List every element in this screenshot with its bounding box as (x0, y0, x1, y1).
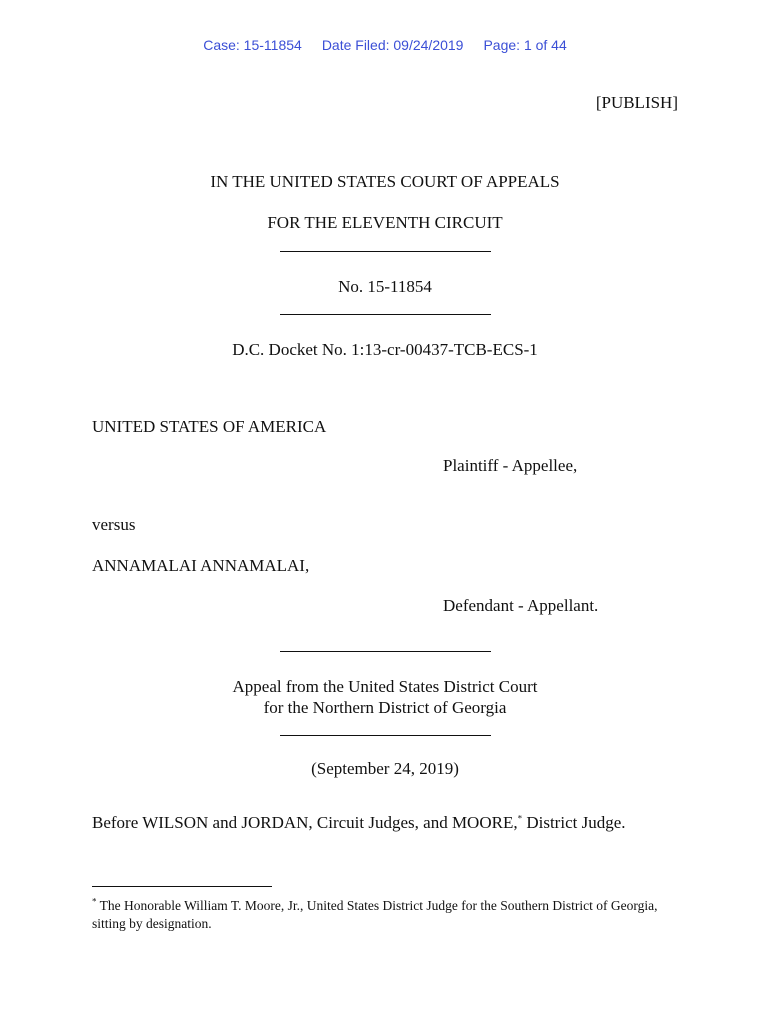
plaintiff-name: UNITED STATES OF AMERICA (92, 417, 327, 436)
panel-text-end: District Judge. (522, 813, 626, 832)
panel-line (92, 813, 626, 833)
divider (280, 251, 491, 252)
versus-label: versus (92, 515, 136, 534)
docket-number: D.C. Docket No. 1:13-cr-00437-TCB-ECS-1 (232, 340, 538, 359)
divider (280, 314, 491, 315)
footnote-divider (92, 886, 272, 887)
divider (280, 735, 491, 736)
divider (280, 651, 491, 652)
case-number: No. 15-11854 (338, 277, 432, 296)
panel-text: Before WILSON and JORDAN, Circuit Judges, and MOORE, (92, 813, 518, 832)
footnote-text: The Honorable William T. Moore, Jr., United States District Judge for the Southern District of Georgia, sitting by designation. (92, 898, 658, 931)
court-name: IN THE UNITED STATES COURT OF APPEALS (210, 172, 560, 191)
plaintiff-role: Plaintiff - Appellee, (443, 456, 578, 475)
decision-date: (September 24, 2019) (311, 759, 459, 778)
circuit-name: FOR THE ELEVENTH CIRCUIT (267, 213, 503, 232)
stamp-date-filed: Date Filed: 09/24/2019 (321, 37, 464, 53)
defendant-name: ANNAMALAI ANNAMALAI, (92, 556, 310, 575)
appeal-line-2: for the Northern District of Georgia (263, 698, 507, 717)
stamp-case: Case: 15-11854 (203, 37, 302, 53)
footnote (92, 897, 692, 933)
appeal-line-1: Appeal from the United States District Court (232, 677, 538, 696)
publish-tag: [PUBLISH] (595, 93, 678, 112)
footnote-marker: * (92, 896, 97, 907)
footnote-marker: * (517, 813, 523, 824)
stamp-page: Page: 1 of 44 (483, 37, 567, 53)
filing-stamp (0, 37, 770, 53)
defendant-role: Defendant - Appellant. (443, 596, 599, 615)
